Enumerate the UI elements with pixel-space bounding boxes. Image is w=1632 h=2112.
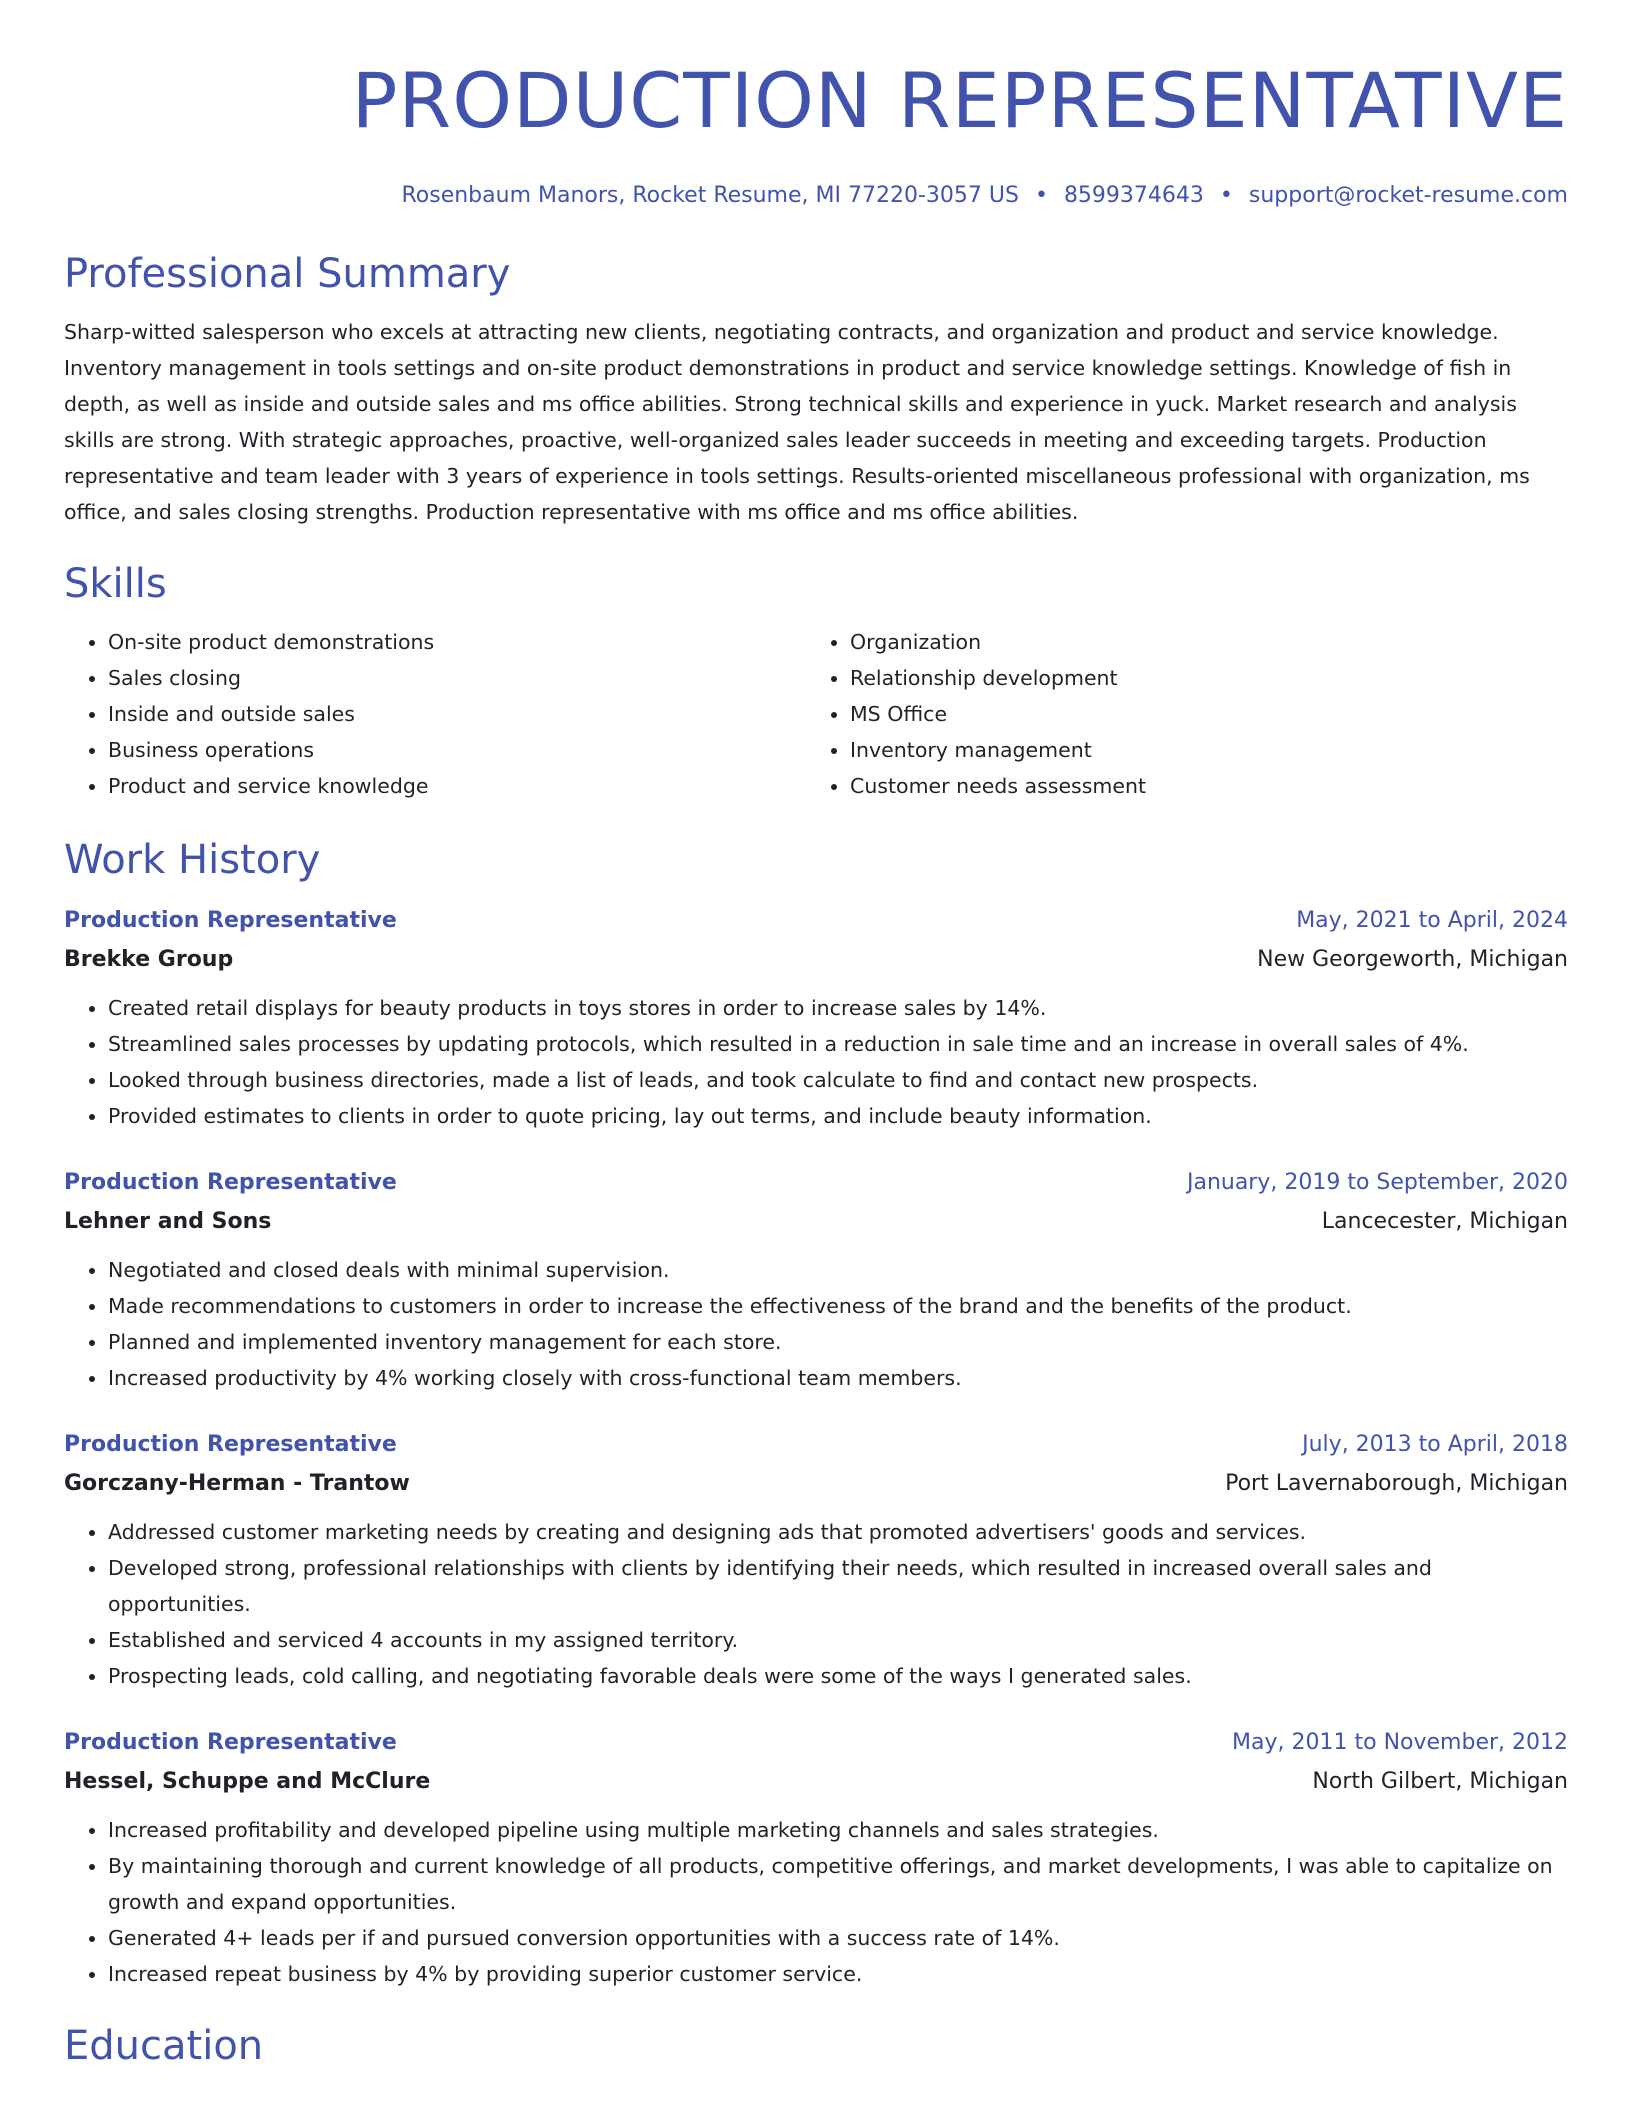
job-bullet: • Provided estimates to clients in order to quote pricing, lay out terms, and include beauty information. xyxy=(108,1098,1568,1134)
job-company-row xyxy=(64,940,1568,980)
education-heading: Education xyxy=(64,2023,264,2069)
job-title-row xyxy=(64,1426,1568,1464)
job-title-row xyxy=(64,902,1568,940)
job-role: Production Representative xyxy=(64,908,397,933)
job-company: Hessel, Schuppe and McClure xyxy=(64,1769,431,1794)
job-bullets xyxy=(64,1514,1568,1694)
job-company-row xyxy=(64,1762,1568,1802)
job-role: Production Representative xyxy=(64,1432,397,1457)
job-company-row xyxy=(64,1202,1568,1242)
job-bullet: • Created retail displays for beauty products in toys stores in order to increase sales by 14%. xyxy=(108,990,1568,1026)
job-title-row xyxy=(64,1164,1568,1202)
job-dates: May, 2011 to November, 2012 xyxy=(1232,1730,1568,1755)
job-dates: January, 2019 to September, 2020 xyxy=(1186,1170,1568,1195)
job-title-row xyxy=(64,1724,1568,1762)
job-dates: July, 2013 to April, 2018 xyxy=(1302,1432,1568,1457)
skill-item: • Product and service knowledge xyxy=(108,768,806,804)
job-dates: May, 2021 to April, 2024 xyxy=(1296,908,1568,933)
resume-page xyxy=(64,0,1568,2072)
skill-item: • Sales closing xyxy=(108,660,806,696)
skill-item: • Customer needs assessment xyxy=(850,768,1548,804)
job-company: Lehner and Sons xyxy=(64,1209,272,1234)
job-bullet: • Looked through business directories, made a list of leads, and took calculate to find and contact new prospects. xyxy=(108,1062,1568,1098)
summary-heading: Professional Summary xyxy=(64,251,511,297)
job-entry xyxy=(64,1724,1568,1992)
job-role: Production Representative xyxy=(64,1730,397,1755)
summary-text: Sharp-witted salesperson who excels at attracting new clients, negotiating contracts, and organization and product and service knowledge. Inventory management in tools settings and on-site product demonstrations in product and service knowledge settings. Knowledge of fish in depth, as well as inside and outside sales and ms office abilities. Strong technical skills and experience in yuck. Market research and analysis skills are strong. With strategic approaches, proactive, well-organized sales leader succeeds in meeting and exceeding targets. Production representative and team leader with 3 years of experience in tools settings. Results-oriented miscellaneous professional with organization, ms office, and sales closing strengths. Production representative with ms office and ms office abilities. xyxy=(64,320,1530,524)
skill-item: • Inventory management xyxy=(850,732,1548,768)
job-bullet: • Established and serviced 4 accounts in my assigned territory. xyxy=(108,1622,1568,1658)
contact-phone: 8599374643 xyxy=(1063,183,1204,208)
skill-item: • Organization xyxy=(850,624,1548,660)
job-bullet: • Addressed customer marketing needs by creating and designing ads that promoted advertisers' goods and services. xyxy=(108,1514,1568,1550)
skill-item: • On-site product demonstrations xyxy=(108,624,806,660)
job-bullet: • Increased repeat business by 4% by providing superior customer service. xyxy=(108,1956,1568,1992)
job-bullets xyxy=(64,1812,1568,1992)
contact-email: support@rocket-resume.com xyxy=(1248,183,1568,208)
job-location: Port Lavernaborough, Michigan xyxy=(1225,1471,1568,1496)
skill-item: • MS Office xyxy=(850,696,1548,732)
job-location: New Georgeworth, Michigan xyxy=(1257,947,1568,972)
job-location: North Gilbert, Michigan xyxy=(1312,1769,1568,1794)
job-location: Lancecester, Michigan xyxy=(1321,1209,1568,1234)
job-role: Production Representative xyxy=(64,1170,397,1195)
job-company-row xyxy=(64,1464,1568,1504)
separator-dot: • xyxy=(1034,183,1048,208)
skills-column-left xyxy=(64,624,806,804)
job-bullet: • Developed strong, professional relationships with clients by identifying their needs, which resulted in increased overall sales and opportunities. xyxy=(108,1550,1568,1622)
job-bullet: • Generated 4+ leads per if and pursued conversion opportunities with a success rate of 14%. xyxy=(108,1920,1568,1956)
job-bullet: • Streamlined sales processes by updating protocols, which resulted in a reduction in sale time and an increase in overall sales of 4%. xyxy=(108,1026,1568,1062)
resume-title: PRODUCTION REPRESENTATIVE xyxy=(351,56,1568,145)
skills-list xyxy=(64,624,1568,804)
contact-address: Rosenbaum Manors, Rocket Resume, MI 77220-3057 US xyxy=(401,183,1019,208)
job-bullets xyxy=(64,990,1568,1134)
job-bullet: • By maintaining thorough and current knowledge of all products, competitive offerings, and market developments, I was able to capitalize on growth and expand opportunities. xyxy=(108,1848,1568,1920)
job-entry xyxy=(64,902,1568,1134)
separator-dot: • xyxy=(1219,183,1233,208)
job-bullets xyxy=(64,1252,1568,1396)
skill-item: • Relationship development xyxy=(850,660,1548,696)
job-bullet: • Increased productivity by 4% working closely with cross-functional team members. xyxy=(108,1360,1568,1396)
skills-column-right xyxy=(806,624,1548,804)
skill-item: • Business operations xyxy=(108,732,806,768)
work-history-heading: Work History xyxy=(64,837,321,883)
job-bullet: • Negotiated and closed deals with minimal supervision. xyxy=(108,1252,1568,1288)
job-bullet: • Planned and implemented inventory management for each store. xyxy=(108,1324,1568,1360)
job-bullet: • Increased profitability and developed pipeline using multiple marketing channels and sales strategies. xyxy=(108,1812,1568,1848)
job-entry xyxy=(64,1426,1568,1694)
skill-item: • Inside and outside sales xyxy=(108,696,806,732)
skills-heading: Skills xyxy=(64,561,167,607)
resume-header xyxy=(64,0,1568,212)
job-bullet: • Prospecting leads, cold calling, and negotiating favorable deals were some of the ways I generated sales. xyxy=(108,1658,1568,1694)
contact-line xyxy=(64,180,1568,212)
job-company: Brekke Group xyxy=(64,947,234,972)
job-entry xyxy=(64,1164,1568,1396)
job-bullet: • Made recommendations to customers in order to increase the effectiveness of the brand and the benefits of the product. xyxy=(108,1288,1568,1324)
job-company: Gorczany-Herman - Trantow xyxy=(64,1471,410,1496)
